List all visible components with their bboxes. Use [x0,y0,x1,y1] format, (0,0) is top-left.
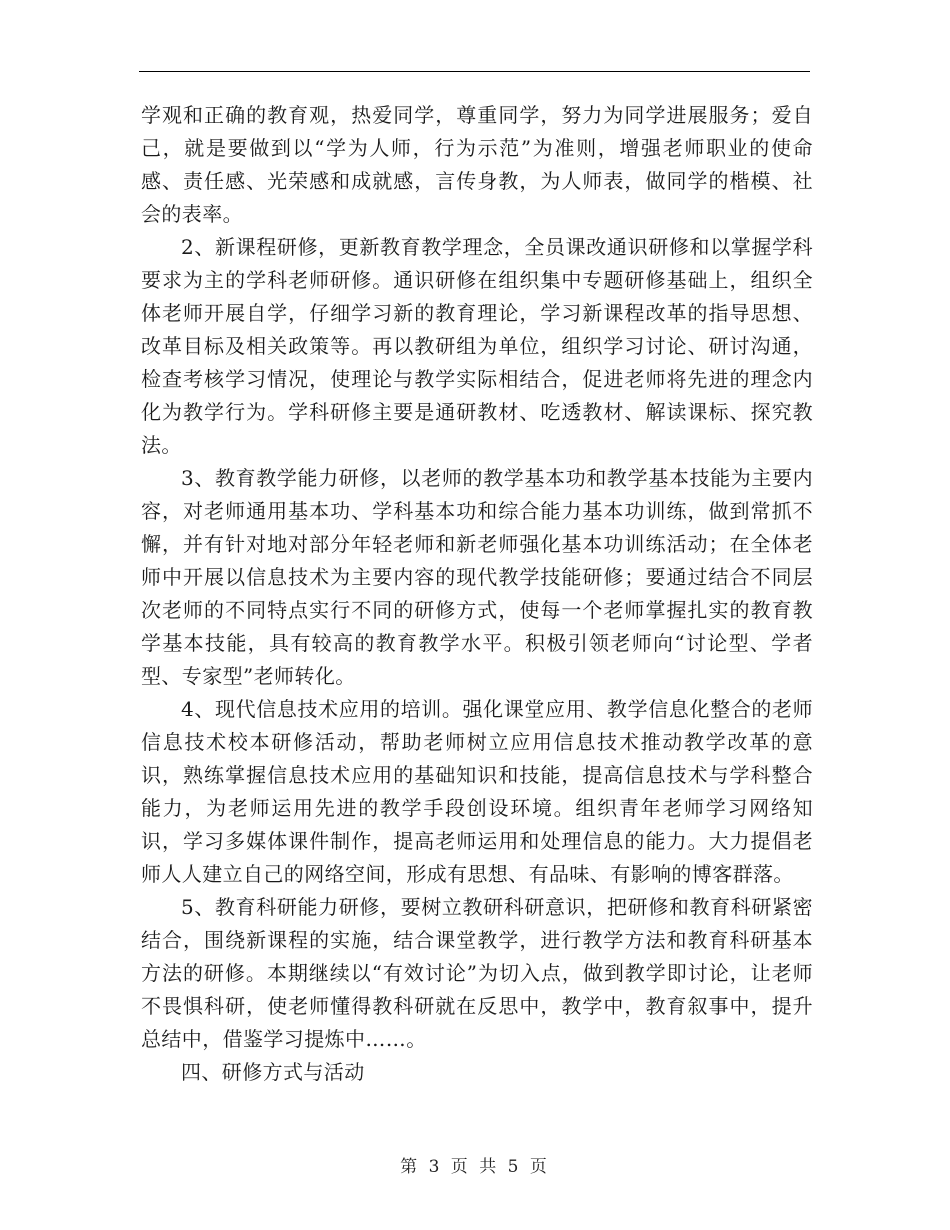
document-body [141,99,813,1089]
header-rule [139,71,810,72]
paragraph-item-2: 2、新课程研修，更新教育教学理念，全员课改通识研修和以掌握学科要求为主的学科老师研修。通识研修在组织集中专题研修基础上，组织全体老师开展自学，仔细学习新的教育理论，学习新课程改革的指导思想、改革目标及相关政策等。再以教研组为单位，组织学习讨论、研讨沟通，检查考核学习情况，使理论与教学实际相结合，促进老师将先进的理念内化为教学行为。学科研修主要是通研教材、吃透教材、解读课标、探究教法。 [141,235,813,457]
section-heading: 四、研修方式与活动 [181,1060,365,1084]
paragraph-continuation: 学观和正确的教育观，热爱同学，尊重同学，努力为同学进展服务；爱自己，就是要做到以“学为人师，行为示范”为准则，增强老师职业的使命感、责任感、光荣感和成就感，言传身教，为人师表，做同学的楷模、社会的表率。 [141,103,813,226]
paragraph-item-5: 5、教育科研能力研修，要树立教研科研意识，把研修和教育科研紧密结合，围绕新课程的实施，结合课堂教学，进行教学方法和教育科研基本方法的研修。本期继续以“有效讨论”为切入点，做到教学即讨论，让老师不畏惧科研，使老师懂得教科研就在反思中，教学中，教育叙事中，提升总结中，借鉴学习提炼中……。 [141,895,813,1051]
paragraph-item-4: 4、现代信息技术应用的培训。强化课堂应用、教学信息化整合的老师信息技术校本研修活动，帮助老师树立应用信息技术推动教学改革的意识，熟练掌握信息技术应用的基础知识和技能，提高信息技术与学科整合能力，为老师运用先进的教学手段创设环境。组织青年老师学习网络知识，学习多媒体课件制作，提高老师运用和处理信息的能力。大力提倡老师人人建立自己的网络空间，形成有思想、有品味、有影响的博客群落。 [141,697,813,886]
page-number-footer: 第 3 页 共 5 页 [400,1157,550,1177]
paragraph-item-3: 3、教育教学能力研修，以老师的教学基本功和教学基本技能为主要内容，对老师通用基本功、学科基本功和综合能力基本功训练，做到常抓不懈，并有针对地对部分年轻老师和新老师强化基本功训练活动；在全体老师中开展以信息技术为主要内容的现代教学技能研修；要通过结合不同层次老师的不同特点实行不同的研修方式，使每一个老师掌握扎实的教育教学基本技能，具有较高的教育教学水平。积极引领老师向“讨论型、学者型、专家型”老师转化。 [141,466,813,688]
